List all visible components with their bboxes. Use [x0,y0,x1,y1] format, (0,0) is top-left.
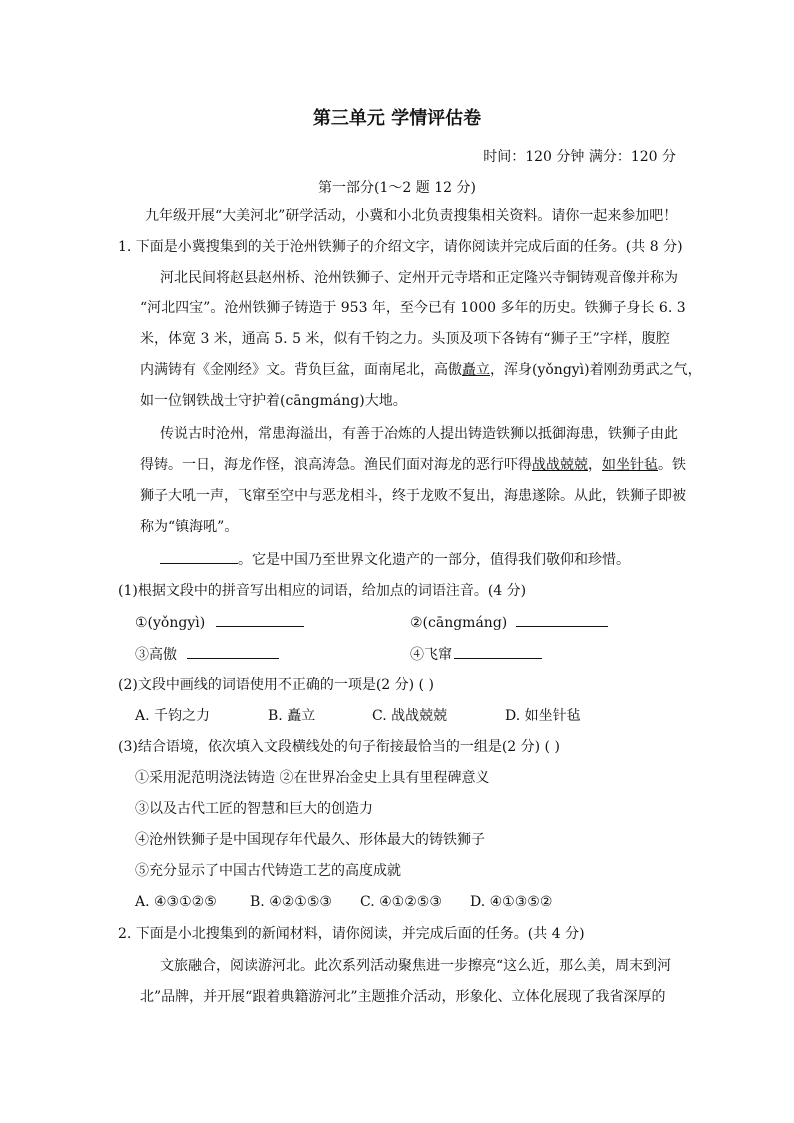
q2-stem: 2. 下面是小北搜集到的新闻材料，请你阅读，并完成后面的任务。(共 4 分) [118,926,585,942]
answer-blank[interactable] [187,644,279,659]
q1-para2-line [140,455,686,475]
q1-sub1-item [410,612,608,633]
q1-sub3: (3)结合语境，依次填入文段横线处的句子衔接最恰当的一组是(2 分) ( ) [118,739,560,755]
q1-sub3-item: ①采用泥范明浇法铸造 ②在世界冶金史上具有里程碑意义 [135,770,490,786]
q1-para2-line: 狮子大吼一声，飞窜至空中与恶龙相斗，终于龙败不复出，海患遂除。从此，铁狮子即被 [140,488,686,504]
q1-para1-line: 河北民间将赵县赵州桥、沧州铁狮子、定州开元寺塔和正定隆兴寺铜铸观音像并称为 [160,270,678,286]
text-span: 。它是中国乃至世界文化遗产的一部分，值得我们敬仰和珍惜。 [238,552,630,568]
q1-sub3-item: ④沧州铁狮子是中国现存年代最久、形体最大的铸铁狮子 [135,832,485,848]
q1-para2-line: 称为“镇海吼”。 [140,519,239,535]
underlined-word: 战战兢兢 [532,457,588,473]
q1-para1-line: 如一位钢铁战士守护着(cāngmáng)大地。 [140,393,407,409]
option-d[interactable]: D. 如坐针毡 [505,708,581,724]
page-title: 第三单元 学情评估卷 [312,108,482,129]
intro-text: 九年级开展“大美河北”研学活动，小冀和小北负责搜集相关资料。请你一起来参加吧！ [145,208,678,224]
q1-sub1-item [135,644,279,665]
item-label: ③高傲 [135,647,177,663]
item-label: ④飞窜 [410,647,452,663]
part1-heading: 第一部分(1～2 题 12 分) [318,180,476,196]
q1-sub3-item: ⑤充分显示了中国古代铸造工艺的高度成就 [135,863,401,879]
text-span: 。铁 [658,457,686,473]
text-span: 得铸。一日，海龙作怪，浪高涛急。渔民们面对海龙的恶行吓得 [140,457,532,473]
time-info: 时间：120 分钟 满分：120 分 [483,149,676,165]
q1-sub1: (1)根据文段中的拼音写出相应的词语，给加点的词语注音。(4 分) [118,583,527,599]
q1-para1-line [140,360,702,380]
q1-stem: 1. 下面是小冀搜集到的关于沧州铁狮子的介绍文字，请你阅读并完成后面的任务。(共 8 分) [118,239,683,255]
answer-blank[interactable] [516,612,608,627]
q1-para3-line [160,549,630,570]
option-b[interactable]: B. ④②①⑤③ [250,894,332,910]
text-span: ，浑身(yǒngyì)着刚劲勇武之气， [490,362,702,378]
text-span: 内满铸有《金刚经》文。背负巨盆，面南尾北，高傲 [140,362,462,378]
q1-para1-line: “河北四宝”。沧州铁狮子铸造于 953 年，至今已有 1000 多年的历史。铁狮子身长 6. 3 [140,300,686,316]
q1-sub1-item [410,644,542,665]
option-a[interactable]: A. ④③①②⑤ [135,894,217,910]
q1-sub1-item [135,612,304,633]
option-c[interactable]: C. ④①②⑤③ [360,894,442,910]
option-b[interactable]: B. 矗立 [268,708,316,724]
option-d[interactable]: D. ④①③⑤② [470,894,553,910]
q2-text-line: 文旅融合，阅读游河北。此次系列活动聚焦进一步擦亮“这么近，那么美，周末到河 [160,958,672,974]
q1-sub2: (2)文段中画线的词语使用不正确的一项是(2 分) ( ) [118,677,434,693]
q1-para1-line: 米，体宽 3 米，通高 5. 5 米，似有千钧之力。头顶及项下各铸有“狮子王”字样，腹腔 [140,331,670,347]
answer-blank[interactable] [216,612,304,627]
q2-text-line: 北”品牌，并开展“跟着典籍游河北”主题推介活动，形象化、立体化展现了我省深厚的 [140,989,666,1005]
underlined-word: 如坐针毡 [602,457,658,473]
answer-blank[interactable] [454,644,542,659]
underlined-word: 矗立 [462,362,490,378]
q1-para2-line: 传说古时沧州，常患海溢出，有善于冶炼的人提出铸造铁狮以抵御海患，铁狮子由此 [160,426,678,442]
answer-blank[interactable] [160,549,238,564]
item-label: ①(yǒngyì) [135,615,206,631]
item-label: ②(cāngmáng) [410,615,508,631]
option-c[interactable]: C. 战战兢兢 [372,708,448,724]
q1-sub3-item: ③以及古代工匠的智慧和巨大的创造力 [135,801,373,817]
option-a[interactable]: A. 千钧之力 [135,708,211,724]
text-span: ， [588,457,602,473]
